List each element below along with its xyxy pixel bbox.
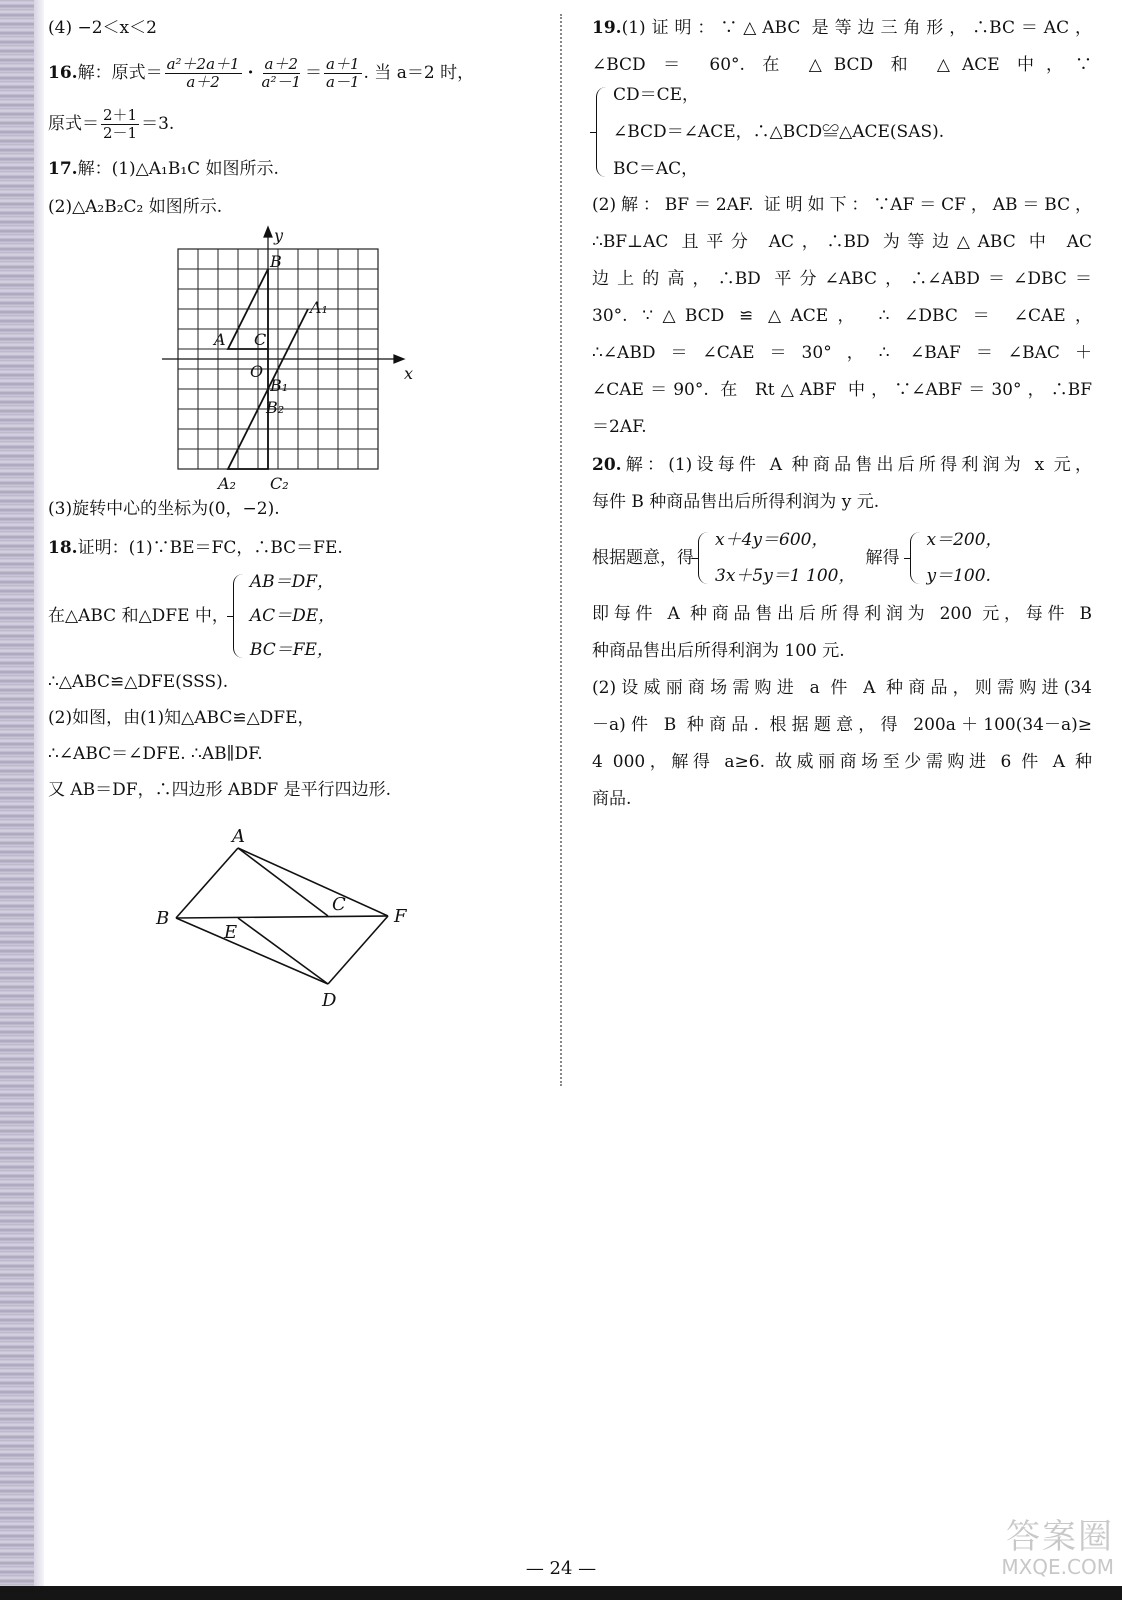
q16-lead: 解：原式＝ (77, 63, 163, 83)
q20-p2-last: 种商品售出后所得利润为 100 元. (592, 641, 845, 661)
point-c2-label: C₂ (270, 474, 289, 493)
q19-p2-last: ＝2AF. (592, 417, 647, 437)
q20-lead: 根据题意，得 (592, 548, 694, 568)
q18-line6: 又 AB＝DF，∴四边形 ABDF 是平行四边形. (48, 780, 392, 800)
q20-p3-line-3: 4 000，解得 a≥6. 故威丽商场至少需购进 6 件 A 种 (592, 752, 1092, 772)
q18-sys-row-1: AB＝DF， (249, 572, 335, 592)
vertex-c-label: C (332, 894, 346, 915)
parallelogram-figure (152, 812, 432, 1012)
q20-sys1-row-2: 3x＋5y＝1 100， (715, 566, 856, 586)
q20-sys1-row-1: x＋4y＝600， (715, 530, 829, 550)
q19-p2-line-4: 30°. ∵△BCD ≌ △ACE， ∴ ∠DBC ＝ ∠CAE， (592, 306, 1092, 326)
q20-equation-system-2 (906, 528, 1003, 588)
book-spine-shadow (0, 0, 34, 1600)
q20-p2-line-1: 即每件 A 种商品售出后所得利润为 200 元，每件 B (592, 604, 1092, 624)
page-number: — 24 — (525, 1558, 597, 1579)
q16-tail: . 当 a＝2 时， (363, 63, 475, 83)
x-axis-arrow (394, 355, 404, 363)
column-divider (560, 14, 562, 1086)
q18-line5: ∴∠ABC＝∠DFE. ∴AB∥DF. (48, 744, 263, 764)
point-a2-label: A₂ (218, 474, 236, 493)
q16-number: 16. (48, 63, 78, 83)
q18-system (48, 570, 548, 662)
q16-line2-tail: ＝3. (141, 114, 175, 134)
q20-line1: 20.解：(1)设每件 A 种商品售出后所得利润为 x 元， (592, 455, 1092, 475)
q19-line2: ∠BCD ＝ 60°. 在 △BCD 和 △ACE 中，∵ (592, 55, 1092, 75)
x-axis-label: x (404, 364, 414, 383)
q18-equation-system (229, 570, 335, 662)
q17-line3: (3)旋转中心的坐标为(0，−2). (48, 499, 280, 519)
vertex-b-label: B (156, 908, 170, 929)
left-column (48, 16, 548, 1012)
point-b-label: B (270, 252, 282, 271)
point-b1-label: B₁ (270, 376, 289, 395)
origin-label: O (250, 362, 264, 381)
q19-sys-row-1: CD＝CE， (613, 85, 700, 105)
q16-line2 (48, 106, 548, 142)
vertex-d-label: D (322, 990, 337, 1011)
y-axis-arrow (264, 227, 272, 237)
q19-sys-row-2: ∠BCD＝∠ACE，∴△BCD≌△ACE(SAS). (613, 122, 945, 142)
q18-line4: (2)如图，由(1)知△ABC≌△DFE， (48, 708, 315, 728)
q18-sys-row-3: BC＝FE， (249, 640, 334, 660)
q19-p2-line-3: 边上的高，∴BD 平分∠ABC，∴∠ABD＝∠DBC＝ (592, 269, 1092, 289)
q18-sys-row-2: AC＝DE， (249, 606, 336, 626)
q20-p3-last: 商品. (592, 789, 632, 809)
q16-fraction-2: $\frac{a+2}{\text{a²－1}}$ (261, 54, 301, 91)
q19-line1: 19.(1)证明：∵△ABC 是等边三角形，∴BC＝AC， (592, 18, 1092, 38)
q20-systems (592, 526, 1092, 590)
watermark-url: MXQE.COM (1001, 1555, 1114, 1579)
q16-eq: ＝ (305, 63, 322, 83)
right-column (592, 16, 1092, 811)
q19-p2-line-5: ∴∠ABD＝∠CAE＝30°，∴ ∠BAF＝∠BAC＋ (592, 343, 1092, 363)
point-b2-label: B₂ (266, 398, 285, 417)
y-axis-label: y (274, 226, 284, 245)
book-spine-gradient (34, 0, 44, 1600)
q20-mid: 解得 (865, 548, 900, 568)
q18-in-text: 在△ABC 和△DFE 中， (48, 606, 229, 626)
vertex-a-label: A (232, 826, 245, 847)
q17-line2: (2)△A₂B₂C₂ 如图所示. (48, 197, 223, 217)
q19-part2 (592, 193, 1092, 439)
q16-line2-lead: 原式＝ (48, 114, 99, 134)
q19-sys-row-3: BC＝AC， (613, 159, 699, 179)
q19-p2-line-2: ∴BF⊥AC 且平分 AC，∴BD 为等边△ABC 中 AC (592, 232, 1092, 252)
q16-fraction-4: $\frac{2+1}{2-1}$ (103, 105, 138, 142)
q16-fraction-1: $\frac{\text{a²＋2a＋1}}{a+2}$ (166, 54, 240, 91)
watermark-logo-text: 答案圈 (1006, 1517, 1114, 1557)
q17-line1: 17.解：(1)△A₁B₁C 如图所示. (48, 159, 279, 179)
q19-p2-line-6: ∠CAE＝90°. 在 Rt△ABF 中，∵∠ABF＝30°，∴BF (592, 380, 1092, 400)
q16-dot: · (247, 63, 254, 83)
q18-line1: 18.证明：(1)∵BE＝FC，∴BC＝FE. (48, 538, 343, 558)
q20-line2: 每件 B 种商品售出后所得利润为 y 元. (592, 492, 880, 512)
point-a-label: A (214, 330, 226, 349)
q15-tail: (4) −2＜x＜2 (48, 18, 157, 38)
q20-sys2-row-1: x＝200， (926, 530, 1003, 550)
site-watermark (904, 1518, 1114, 1582)
q18-line3: ∴△ABC≌△DFE(SSS). (48, 672, 229, 692)
q16-fraction-3: $\frac{a+1}{a-1}$ (326, 54, 360, 91)
q16-line1 (48, 55, 548, 91)
vertex-f-label: F (394, 906, 407, 927)
q20-p3-line-1: (2)设威丽商场需购进 a 件 A 种商品，则需购进(34 (592, 678, 1092, 698)
q20-p3-line-2: －a)件 B 种商品. 根据题意，得 200a＋100(34－a)≥ (592, 715, 1092, 735)
q19-p2-line-1: (2)解：BF＝2AF. 证明如下：∵AF＝CF，AB＝BC， (592, 195, 1092, 215)
vertex-e-label: E (224, 922, 238, 943)
point-a1-label: A₁ (310, 298, 328, 317)
q20-sys2-row-2: y＝100. (926, 566, 991, 586)
point-c-label: C (254, 330, 267, 349)
bottom-scan-edge (0, 1586, 1122, 1600)
q20-equation-system-1 (694, 528, 856, 588)
q19-equation-system (592, 83, 1092, 181)
coordinate-grid-figure (158, 223, 418, 495)
